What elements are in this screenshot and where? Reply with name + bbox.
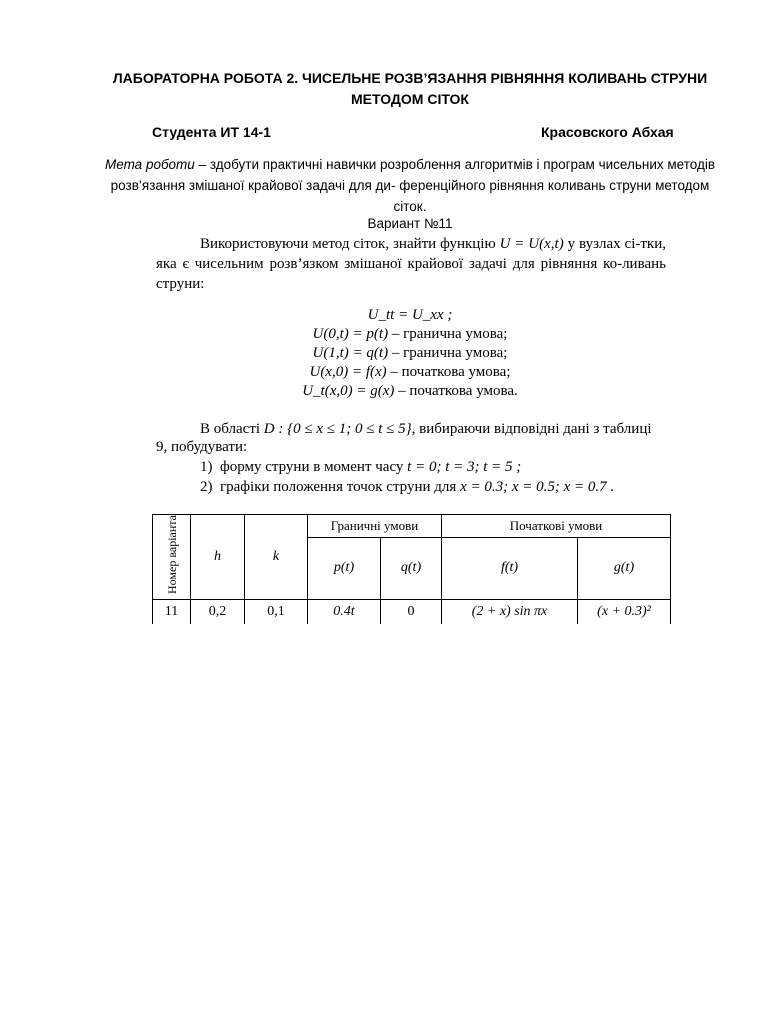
- task-list: [200, 457, 614, 497]
- condition-2: U(1,t) = q(t) – гранична умова;: [312, 345, 508, 361]
- condition-4: U_t(x,0) = g(x) – початкова умова.: [302, 383, 518, 399]
- table-row: [153, 600, 671, 624]
- student-name: Красовского Абхая: [541, 124, 674, 140]
- purpose-paragraph: [100, 154, 720, 217]
- student-group: Студента ИТ 14-1: [152, 124, 271, 140]
- condition-1: U(0,t) = p(t) – гранична умова;: [312, 326, 508, 342]
- k-header: k: [245, 515, 308, 600]
- variant-table: [152, 514, 671, 624]
- cell-p: 0.4t: [308, 600, 381, 624]
- title-line-1: ЛАБОРАТОРНА РОБОТА 2. ЧИСЕЛЬНЕ РОЗВ’ЯЗАННЯ РІВНЯННЯ КОЛИВАНЬ СТРУНИ: [112, 70, 708, 86]
- cell-f: (2 + x) sin πx: [442, 600, 578, 624]
- h-header: h: [191, 515, 245, 600]
- title-line-2: МЕТОДОМ СІТОК: [351, 91, 469, 107]
- p-header: p(t): [308, 537, 381, 599]
- boundary-header: Граничні умови: [308, 515, 442, 538]
- cell-g: (x + 0.3)²: [578, 600, 671, 624]
- initial-header: Початкові умови: [442, 515, 671, 538]
- purpose-label: Мета роботи: [104, 157, 195, 172]
- f-header: f(t): [442, 537, 578, 599]
- region-expression: D : {0 ≤ x ≤ 1; 0 ≤ t ≤ 5}: [263, 421, 412, 437]
- list-item: 1) форму струни в момент часу t = 0; t = 3; t = 5 ;: [200, 459, 522, 475]
- variant-header-cell: Номер варіанта: [153, 515, 191, 600]
- region-paragraph: В області D : {0 ≤ x ≤ 1; 0 ≤ t ≤ 5}, вибираючи відповідні дані з таблиці 9, побудувати:: [156, 421, 652, 455]
- purpose-text: – здобути практичні навички розроблення алгоритмів і програм чисельних методів розв’язання змішаної крайової задачі для ди- ференційного рівняння коливань струни методом сіток.: [110, 157, 715, 214]
- cell-q: 0: [381, 600, 442, 624]
- intro-function: U = U(x,t): [499, 236, 564, 252]
- cell-h: 0,2: [191, 600, 245, 624]
- cell-k: 0,1: [245, 600, 308, 624]
- task-intro: [156, 234, 666, 294]
- condition-3: U(x,0) = f(x) – початкова умова;: [309, 364, 511, 380]
- document-title: [100, 68, 720, 110]
- q-header: q(t): [381, 537, 442, 599]
- intro-text-2: у вузлах сі-тки, яка є чисельним розв’язком змішаної крайової задачі для рівняння ко-ливань струни:: [156, 236, 666, 292]
- list-item: 2) графіки положення точок струни для x = 0.3; x = 0.5; x = 0.7 .: [200, 479, 615, 495]
- cell-variant: 11: [153, 600, 191, 624]
- variant-heading: Вариант №11: [367, 216, 453, 231]
- g-header: g(t): [578, 537, 671, 599]
- equations-block: [200, 306, 620, 401]
- main-equation: U_tt = U_xx ;: [367, 307, 453, 323]
- intro-text-1: Використовуючи метод сіток, знайти функцію: [200, 236, 500, 252]
